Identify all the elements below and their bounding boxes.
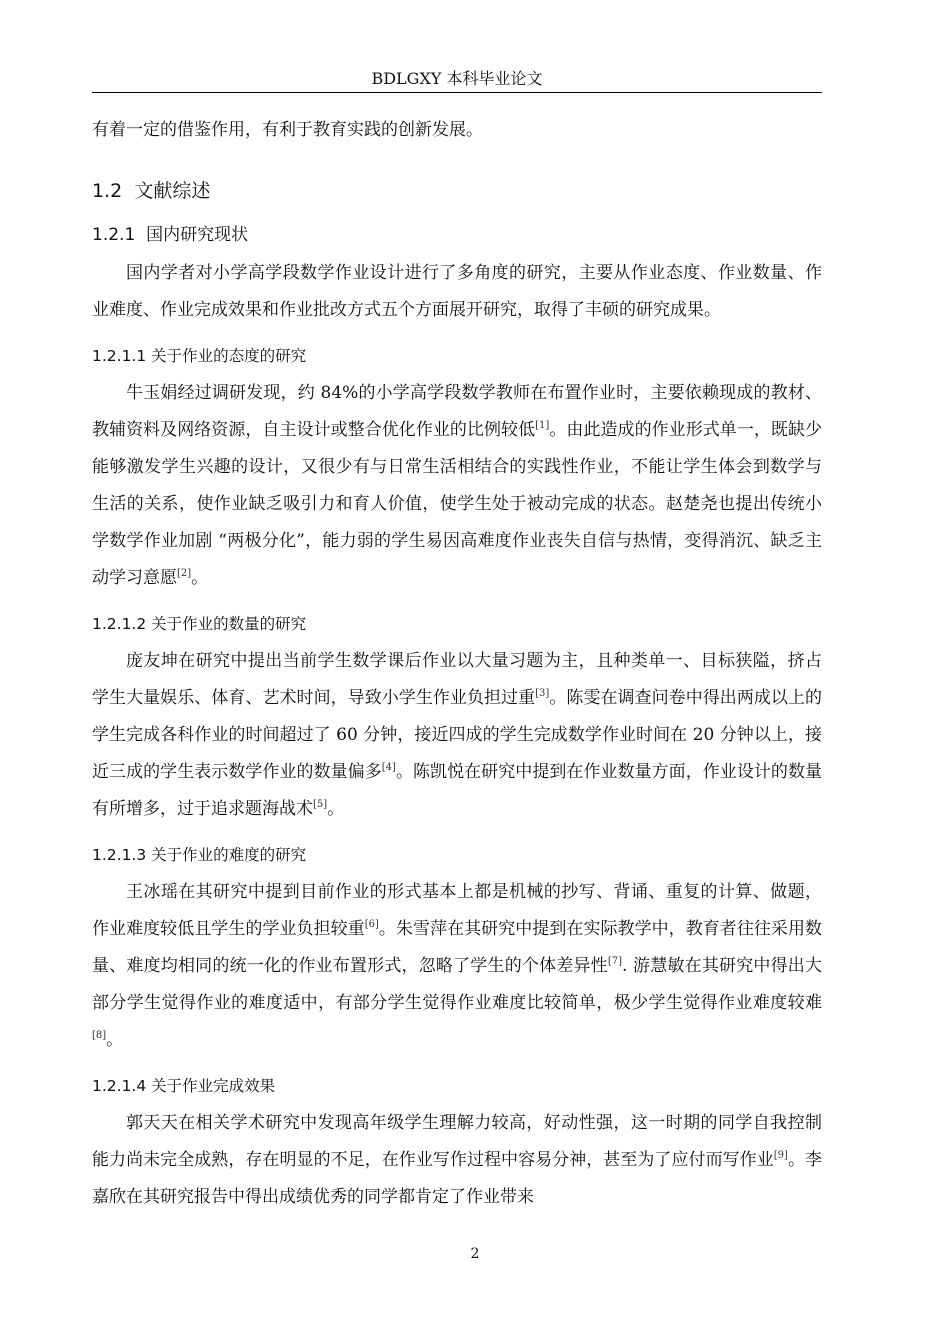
text-run: 。李嘉欣在其研究报告中得出成绩优秀的同学都肯定了作业带来	[92, 1150, 823, 1207]
text-run: 。陈凯悦在研究中提到在作业数量方面，作业设计的数量有所增多，过于追求题海战术	[92, 762, 823, 819]
page-number: 2	[470, 1246, 480, 1262]
paragraph-completion	[92, 1105, 822, 1216]
citation-ref: [4]	[381, 762, 396, 773]
text-run: 。	[106, 1030, 124, 1050]
citation-ref: [6]	[364, 919, 379, 930]
intro-line: 有着一定的借鉴作用，有利于教育实践的创新发展。	[92, 120, 483, 140]
text-run: 。	[191, 568, 209, 588]
text-run: 牛玉娟经过调研发现，约 84%的小学高学段数学教师在布置作业时，主要依赖现成的教材、教辅资料及网络资源，自主设计或整合优化作业的比例较低	[92, 383, 822, 440]
text-run: 。陈雯在调查问卷中得出两成以上的学生完成各科作业的时间超过了 60 分钟，接近四成的学生完成数学作业时间在 20 分钟以上，接近三成的学生表示数学作业的数量偏多	[92, 688, 823, 782]
text-run: 郭天天在相关学术研究中发现高年级学生理解力较高，好动性强，这一时期的同学自我控制能力尚未完全成熟，存在明显的不足，在作业写作过程中容易分神，甚至为了应付而写作业	[92, 1113, 822, 1170]
heading-completion: 1.2.1.4 关于作业完成效果	[92, 1077, 276, 1095]
paragraph-quantity	[92, 643, 822, 828]
subsection-paragraph: 国内学者对小学高学段数学作业设计进行了多角度的研究，主要从作业态度、作业数量、作业难度、作业完成效果和作业批改方式五个方面展开研究，取得了丰硕的研究成果。	[92, 263, 822, 320]
page-header	[92, 66, 822, 93]
section-title: 文献综述	[134, 180, 211, 202]
section-number: 1.2	[92, 180, 123, 202]
citation-ref: [5]	[313, 799, 328, 810]
text-run: . 游慧敏在其研究中得出大部分学生觉得作业的难度适中，有部分学生觉得作业难度比较简单，极少学生觉得作业难度较难	[92, 956, 823, 1013]
citation-ref: [3]	[535, 688, 550, 699]
text-run: 。	[327, 799, 345, 819]
heading-difficulty: 1.2.1.3 关于作业的难度的研究	[92, 846, 307, 864]
text-run: 庞友坤在研究中提出当前学生数学课后作业以大量习题为主，且种类单一、目标狭隘，挤占学生大量娱乐、体育、艺术时间，导致小学生作业负担过重	[92, 651, 822, 708]
heading-attitude: 1.2.1.1 关于作业的态度的研究	[92, 347, 307, 365]
section-heading	[92, 171, 822, 211]
citation-ref: [8]	[92, 1030, 107, 1041]
citation-ref: [1]	[535, 420, 550, 431]
header-title: BDLGXY 本科毕业论文	[371, 69, 543, 88]
citation-ref: [2]	[177, 568, 192, 579]
paragraph-attitude	[92, 375, 822, 597]
page-body	[92, 112, 822, 1216]
text-run: 王冰瑶在其研究中提到目前作业的形式基本上都是机械的抄写、背诵、重复的计算、做题，作业难度较低且学生的学业负担较重	[92, 882, 822, 939]
text-run: 。朱雪萍在其研究中提到在实际教学中，教育者往往采用数量、难度均相同的统一化的作业布置形式，忽略了学生的个体差异性	[92, 919, 823, 976]
citation-ref: [9]	[773, 1150, 788, 1161]
text-run: 。由此造成的作业形式单一，既缺少能够激发学生兴趣的设计，又很少有与日常生活相结合的实践性作业，不能让学生体会到数学与生活的关系，使作业缺乏吸引力和育人价值，使学生处于被动完成的状态。赵楚尧也提出传统小学数学作业加剧 “两极分化”，能力弱的学生易因高难度作业丧失自信与热情，变得消沉、缺乏主动学习意愿	[92, 420, 823, 588]
paragraph-difficulty	[92, 874, 822, 1059]
heading-quantity: 1.2.1.2 关于作业的数量的研究	[92, 615, 307, 633]
subsection-number: 1.2.1	[92, 225, 136, 245]
subsection-title: 国内研究现状	[146, 225, 249, 245]
citation-ref: [7]	[607, 956, 623, 967]
subsection-heading	[92, 217, 822, 253]
